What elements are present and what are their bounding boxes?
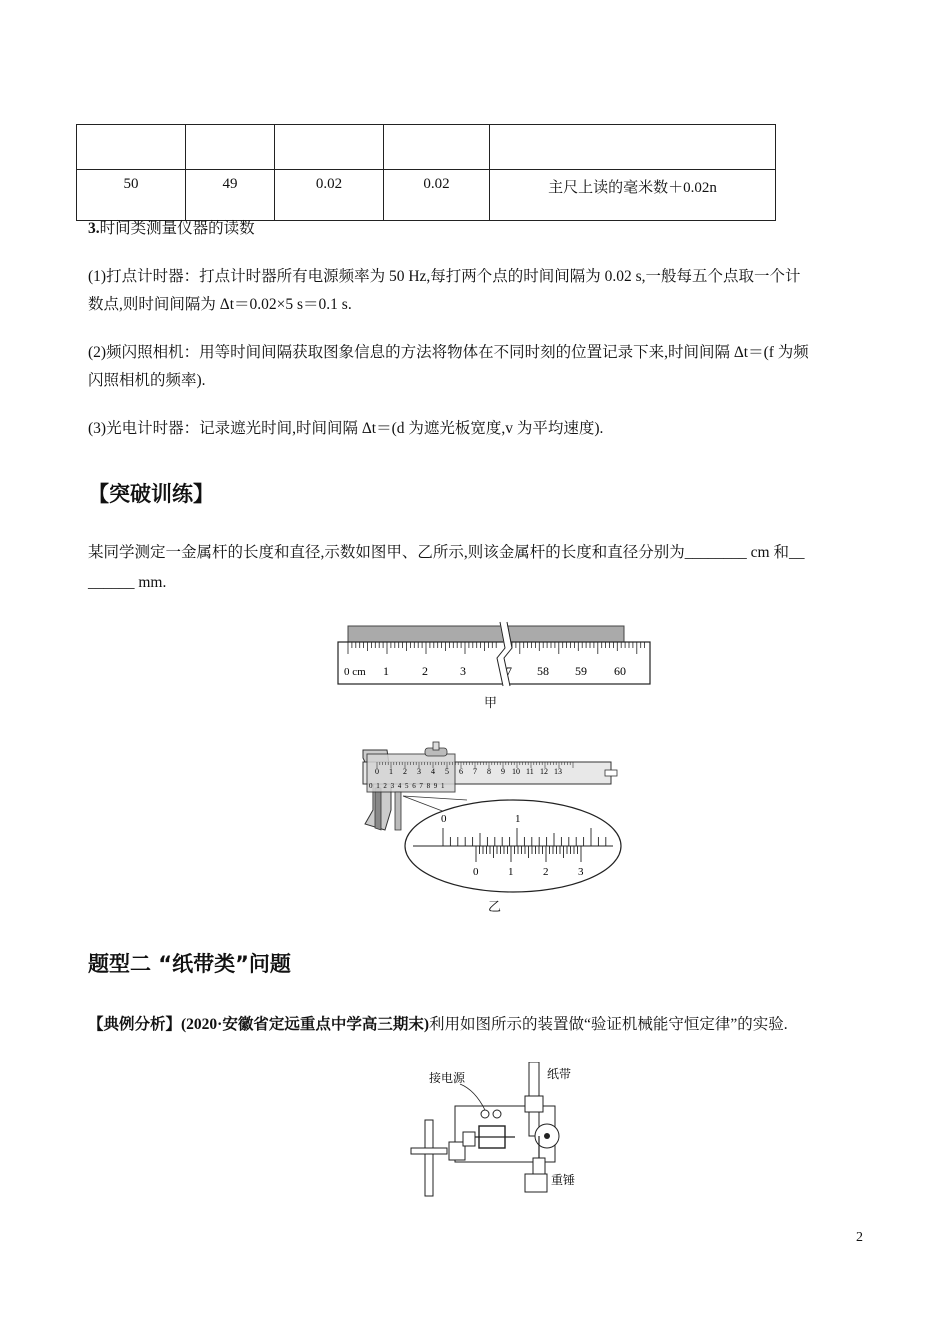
zoom-vernier-label: 3 — [578, 866, 584, 878]
caliper-vernier-label: 8 — [426, 782, 431, 790]
caliper-main-label: 0 — [375, 767, 379, 776]
table-cell — [384, 125, 490, 170]
table-cell: 50 — [77, 170, 186, 221]
section3-item1-line1: (1)打点计时器：打点计时器所有电源频率为 50 Hz,每打两个点的时间间隔为 0.02 s,一般每五个点取一个计 — [88, 268, 801, 285]
training-question-line2: ______ mm. — [88, 574, 167, 591]
table-row — [77, 125, 776, 170]
section3-title-text: 时间类测量仪器的读数 — [99, 220, 255, 237]
type2-lead — [88, 1010, 788, 1040]
ruler-label: 0 cm — [344, 666, 366, 678]
type2-lead-text: 利用如图所示的装置做“验证机械能守恒定律”的实验. — [429, 1016, 788, 1033]
type2-lead-bold: 【典例分析】(2020·安徽省定远重点中学高三期末) — [88, 1016, 429, 1033]
training-heading: 【突破训练】 — [88, 482, 214, 506]
caliper-moving-jaw — [395, 792, 401, 830]
table-cell — [186, 125, 275, 170]
section3-item2-line2: 闪照相机的频率). — [88, 372, 206, 389]
section3-item2-line1: (2)频闪照相机：用等时间间隔获取图象信息的方法将物体在不同时刻的位置记录下来,时间间隔 Δt＝(f 为频 — [88, 344, 809, 361]
table-cell: 0.02 — [384, 170, 490, 221]
ruler-label: 3 — [460, 664, 466, 678]
section3-item3: (3)光电计时器：记录遮光时间,时间间隔 Δt＝(d 为遮光板宽度,v 为平均速度). — [88, 420, 604, 437]
caliper-main-label: 10 — [512, 767, 520, 776]
caliper-caption: 乙 — [488, 899, 502, 914]
caliper-vernier-label: 3 — [390, 782, 395, 790]
ruler-label: 1 — [383, 664, 389, 678]
caliper-vernier-label: 2 — [383, 782, 387, 790]
stand-pole — [425, 1120, 433, 1196]
caliper-vernier-label: 0 — [369, 782, 373, 790]
apparatus-figure — [405, 1062, 595, 1202]
caliper-vernier-label: 1 — [441, 782, 445, 790]
caliper-main-label: 5 — [445, 767, 449, 776]
label-tape: 纸带 — [547, 1067, 572, 1081]
zoom-main-label: 0 — [441, 813, 447, 825]
ruler-caption: 甲 — [484, 695, 498, 710]
caliper-main-label: 1 — [389, 767, 393, 776]
table-cell: 主尺上读的毫米数＋0.02n — [490, 170, 776, 221]
table-cell — [77, 125, 186, 170]
caliper-figure — [355, 738, 625, 898]
caliper-vernier-label: 9 — [433, 782, 438, 790]
label-power: 接电源 — [429, 1071, 466, 1085]
ruler-label: 7 — [506, 664, 512, 678]
caliper-main-label: 6 — [459, 767, 463, 776]
page-number: 2 — [856, 1230, 863, 1245]
training-question-line1: 某同学测定一金属杆的长度和直径,示数如图甲、乙所示,则该金属杆的长度和直径分别为________ cm 和__ — [88, 544, 805, 561]
section3-number: 3. — [88, 220, 100, 237]
section3-item1-line2: 数点,则时间间隔为 Δt＝0.02×5 s＝0.1 s. — [88, 296, 352, 313]
ruler-label: 2 — [422, 664, 428, 678]
type2-heading: 题型二 “纸带类”问题 — [88, 952, 291, 976]
caliper-main-label: 12 — [540, 767, 548, 776]
caliper-vernier-label: 6 — [412, 782, 416, 790]
terminal-icon — [481, 1110, 489, 1118]
ruler-label: 59 — [575, 664, 587, 678]
ruler-figure — [330, 618, 660, 692]
caliper-main-label: 4 — [431, 767, 435, 776]
zoom-vernier-label: 2 — [543, 866, 549, 878]
ruler-label: 58 — [537, 664, 549, 678]
table-cell — [490, 125, 776, 170]
weight-icon — [525, 1174, 547, 1192]
caliper-main-label: 8 — [487, 767, 491, 776]
caliper-vernier-label: 5 — [405, 782, 409, 790]
zoom-vernier-label: 1 — [508, 866, 514, 878]
section3-title — [88, 214, 255, 244]
measurement-table — [76, 124, 776, 221]
caliper-main-label: 7 — [473, 767, 477, 776]
table-cell: 49 — [186, 170, 275, 221]
caliper-main-label: 11 — [526, 767, 534, 776]
table-row — [77, 170, 776, 221]
caliper-main-label: 9 — [501, 767, 505, 776]
caliper-vernier-label: 4 — [397, 782, 402, 790]
table-cell: 0.02 — [275, 170, 384, 221]
ruler-label: 60 — [614, 664, 626, 678]
zoom-main-label: 1 — [515, 813, 521, 825]
table-cell — [275, 125, 384, 170]
caliper-main-label: 3 — [417, 767, 421, 776]
caliper-main-label: 2 — [403, 767, 407, 776]
label-weight: 重锤 — [551, 1173, 576, 1187]
caliper-vernier-label: 7 — [419, 782, 423, 790]
rod — [348, 626, 624, 642]
caliper-vernier-label: 1 — [376, 782, 380, 790]
zoom-vernier-label: 0 — [473, 866, 479, 878]
caliper-main-label: 13 — [554, 767, 562, 776]
terminal-icon — [493, 1110, 501, 1118]
